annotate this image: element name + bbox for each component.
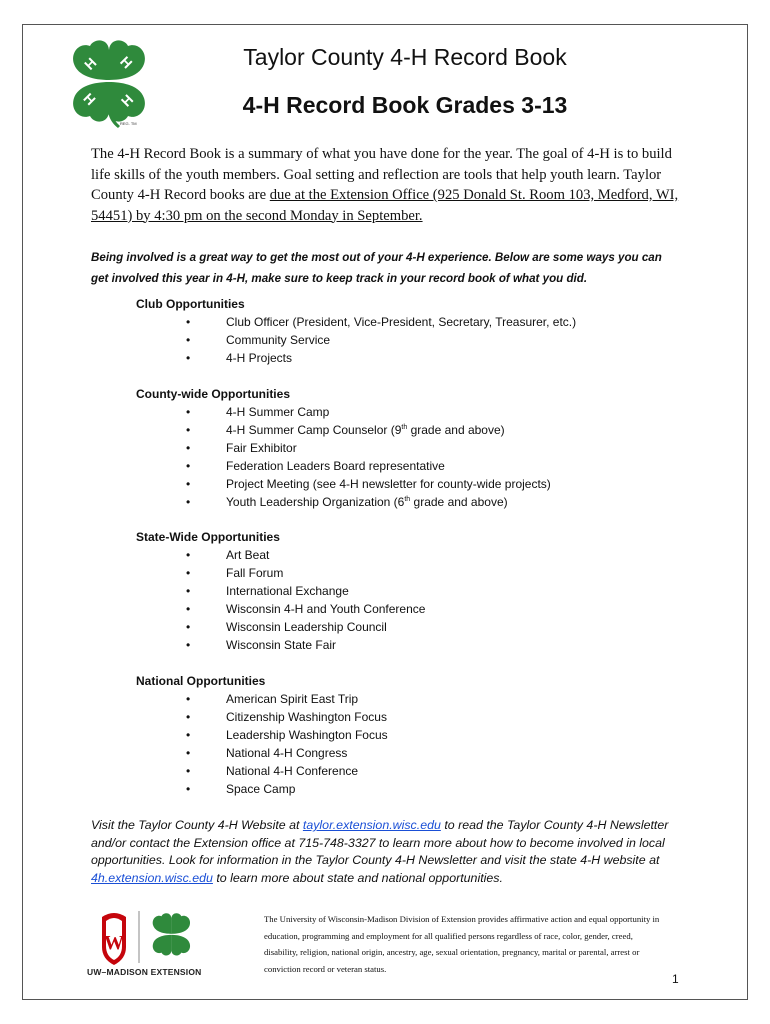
bullet-icon: •: [186, 710, 191, 724]
state-website-link[interactable]: 4h.extension.wisc.edu: [91, 870, 213, 885]
club-list: [136, 313, 696, 367]
bullet-icon: •: [186, 602, 191, 616]
club-opportunities-section: [136, 295, 696, 367]
list-item: • Wisconsin State Fair: [186, 638, 337, 652]
section-title: County-wide Opportunities: [136, 387, 290, 401]
section-title: Club Opportunities: [136, 297, 245, 311]
list-item: • National 4-H Conference: [186, 764, 359, 778]
bullet-icon: •: [186, 351, 191, 365]
visit-paragraph: Visit the Taylor County 4-H Website at taylor.extension.wisc.edu to read the Taylor County 4-H Newsletter and/or contact the Extension office at 715-748-3327 to learn more about how to become involved in local opportunities. Look for information in the Taylor County 4-H Newsletter and visit the state 4-H website at 4h.extension.wisc.edu to learn more about state and national opportunities.: [91, 818, 669, 885]
page-number: 1: [672, 972, 679, 986]
bullet-icon: •: [186, 566, 191, 580]
bullet-icon: •: [186, 423, 191, 437]
bullet-icon: •: [186, 315, 191, 329]
uw-crest-letter: W: [104, 932, 124, 954]
section-title: National Opportunities: [136, 674, 266, 688]
list-item: • Citizenship Washington Focus: [186, 710, 387, 724]
involvement-text: Being involved is a great way to get the most out of your 4-H experience. Below are some ways you can get involved this year in 4-H, make sure to keep track in your record book of what you did.: [91, 251, 662, 285]
list-item: • Youth Leadership Organization (6th grade and above): [186, 495, 508, 509]
list-item: • Wisconsin Leadership Council: [186, 620, 387, 634]
bullet-icon: •: [186, 495, 191, 509]
bullet-icon: •: [186, 728, 191, 742]
uw-extension-label: UW–MADISON EXTENSION: [87, 967, 202, 977]
bullet-icon: •: [186, 441, 191, 455]
list-item: • Club Officer (President, Vice-President, Secretary, Treasurer, etc.): [186, 315, 577, 329]
bullet-icon: •: [186, 692, 191, 706]
list-item: • 4-H Summer Camp: [186, 405, 330, 419]
list-item: • Federation Leaders Board representative: [186, 459, 445, 473]
county-list: [136, 403, 696, 511]
list-item: • Community Service: [186, 333, 331, 347]
bullet-icon: •: [186, 459, 191, 473]
logo-trademark: REG. TM: [120, 121, 137, 126]
county-website-link[interactable]: taylor.extension.wisc.edu: [302, 818, 441, 832]
bullet-icon: •: [186, 620, 191, 634]
bullet-icon: •: [186, 638, 191, 652]
svg-text:H: H: [81, 54, 100, 73]
list-item: • National 4-H Congress: [186, 746, 348, 760]
county-opportunities-section: [136, 385, 696, 511]
section-title: State-Wide Opportunities: [136, 530, 280, 544]
list-item: • American Spirit East Trip: [186, 692, 359, 706]
intro-paragraph: [91, 144, 681, 226]
list-item: • Art Beat: [186, 548, 270, 562]
bullet-icon: •: [186, 548, 191, 562]
list-item: • Fall Forum: [186, 566, 284, 580]
list-item: • 4-H Projects: [186, 351, 293, 365]
page-title: Taylor County 4-H Record Book: [243, 44, 567, 70]
bullet-icon: •: [186, 782, 191, 796]
svg-text:H: H: [117, 53, 136, 72]
bullet-icon: •: [186, 584, 191, 598]
intro-due-date: due at the Extension Office (925 Donald St. Room 103, Medford, WI, 54451) by 4:30 pm on the second Monday in September.: [91, 187, 679, 224]
svg-text:H: H: [80, 89, 99, 109]
intro-text: The 4-H Record Book is a summary of what you have done for the year. The goal of 4-H is to build life skills of the youth members. Goal setting and reflection are tools that help youth learn. Taylor County 4-H Record books are: [91, 146, 672, 203]
bullet-icon: •: [186, 333, 191, 347]
list-item: • Leadership Washington Focus: [186, 728, 388, 742]
bullet-icon: •: [186, 477, 191, 491]
list-item: • Fair Exhibitor: [186, 441, 297, 455]
national-opportunities-section: [136, 672, 696, 798]
list-item: • Wisconsin 4-H and Youth Conference: [186, 602, 426, 616]
state-opportunities-section: [136, 528, 696, 654]
page-subtitle: 4-H Record Book Grades 3-13: [242, 92, 568, 118]
svg-text:H: H: [117, 91, 137, 110]
national-list: [136, 690, 696, 798]
list-item: • International Exchange: [186, 584, 349, 598]
disclaimer-text: The University of Wisconsin-Madison Division of Extension provides affirmative action and equal opportunity in education, programming and employment for all qualified persons regardless of race, color, gender, creed, disability, religion, national origin, ancestry, age, sexual orientation, pregnancy, marital or parental, arrest or conviction record or veteran status.: [264, 914, 660, 974]
bullet-icon: •: [186, 764, 191, 778]
list-item: • Space Camp: [186, 782, 296, 796]
bullet-icon: •: [186, 746, 191, 760]
bullet-icon: •: [186, 405, 191, 419]
state-list: [136, 546, 696, 654]
list-item: • 4-H Summer Camp Counselor (9th grade and above): [186, 423, 505, 437]
list-item: • Project Meeting (see 4-H newsletter for county-wide projects): [186, 477, 551, 491]
